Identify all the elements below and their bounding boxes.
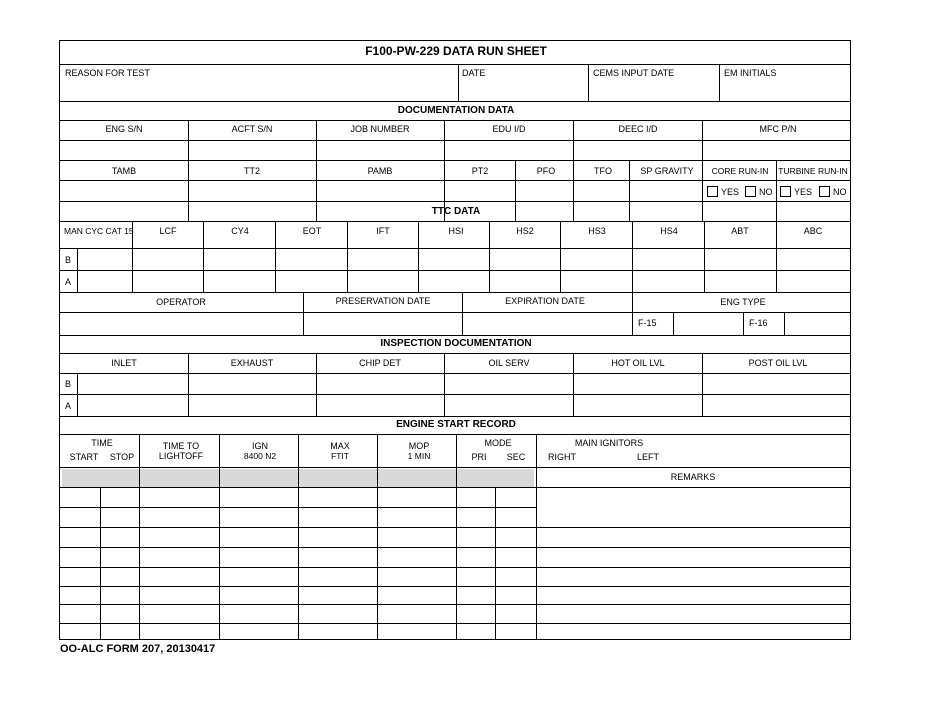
rule-h (60, 201, 850, 202)
inspection-documentation-heading: INSPECTION DOCUMENTATION (380, 338, 532, 349)
ttc-col-hs4: HS4 (660, 226, 678, 236)
rule-v (203, 221, 204, 292)
date-label: DATE (462, 68, 486, 78)
data-run-sheet-form (59, 40, 851, 640)
time-label: TIME (91, 438, 113, 448)
right-label: RIGHT (548, 452, 576, 462)
f-16-label: F-16 (749, 318, 768, 328)
turbine-run-in-no-checkbox[interactable] (819, 186, 830, 197)
rule-v (560, 221, 561, 292)
documentation-data-heading: DOCUMENTATION DATA (397, 105, 515, 116)
rule-v (632, 292, 633, 335)
ttc-col-eot: EOT (302, 226, 322, 236)
rule-v (418, 221, 419, 292)
rule-v (303, 292, 304, 335)
deec-id-label: DEEC I/D (618, 124, 658, 134)
turbine-no-label: NO (833, 187, 847, 197)
em-initials-label: EM INITIALS (724, 68, 777, 78)
rule-h (60, 353, 850, 354)
hot-oil-lvl-label: HOT OIL LVL (611, 358, 665, 368)
rule-v (704, 221, 705, 292)
main-ignitors-label: MAIN IGNITORS (574, 438, 644, 448)
rule-v (632, 221, 633, 292)
left-label: LEFT (636, 452, 660, 462)
rule-v (719, 64, 720, 101)
rule-v (495, 487, 496, 640)
rule-v (702, 353, 703, 416)
rule-h (60, 101, 850, 102)
eng-type-label: ENG TYPE (720, 297, 766, 307)
turbine-run-in-label: TURBINE RUN-IN (778, 166, 848, 176)
post-oil-lvl-label: POST OIL LVL (748, 358, 808, 368)
rule-h (60, 487, 850, 488)
rule-v (316, 353, 317, 416)
rule-v (444, 353, 445, 416)
rule-h (60, 221, 850, 222)
ttc-col-lcf: LCF (159, 226, 177, 236)
time-to-label: TIME TO (162, 441, 200, 451)
exhaust-label: EXHAUST (230, 358, 274, 368)
mop-label: MOP (408, 441, 430, 451)
chip-det-label: CHIP DET (359, 358, 401, 368)
rule-h (60, 623, 850, 624)
tfo-label: TFO (594, 166, 612, 176)
acft-sn-label: ACFT S/N (231, 124, 273, 134)
rule-v (139, 434, 140, 640)
core-run-in-yes-checkbox[interactable] (707, 186, 718, 197)
rule-v (456, 434, 457, 640)
pri-label: PRI (471, 452, 487, 462)
stop-label: STOP (109, 452, 135, 462)
rule-v (743, 312, 744, 335)
core-run-in-label: CORE RUN-IN (711, 166, 769, 176)
ttc-col-hs3: HS3 (588, 226, 606, 236)
rule-v (219, 434, 220, 640)
rule-h (60, 64, 850, 65)
lightoff-label: LIGHTOFF (158, 451, 204, 461)
max-label: MAX (330, 441, 350, 451)
turbine-run-in-yes-checkbox[interactable] (780, 186, 791, 197)
rule-h (60, 335, 850, 336)
ttc-col-abc: ABC (803, 226, 823, 236)
core-run-in-no-checkbox[interactable] (745, 186, 756, 197)
ttc-data-heading: TTC DATA (431, 206, 481, 217)
sp-gravity-label: SP GRAVITY (640, 166, 694, 176)
inspection-row-a-label: A (65, 401, 72, 411)
cems-input-date-label: CEMS INPUT DATE (593, 68, 675, 78)
reason-for-test-label: REASON FOR TEST (65, 68, 150, 78)
edu-id-label: EDU I/D (492, 124, 526, 134)
rule-v (462, 292, 463, 335)
f-15-label: F-15 (638, 318, 657, 328)
preservation-date-label: PRESERVATION DATE (335, 296, 431, 306)
ttc-col-abt: ABT (731, 226, 749, 236)
rule-h (60, 416, 850, 417)
ttc-col-man-cyc-cat-15: MAN CYC CAT 15 (64, 226, 134, 236)
rule-v (100, 487, 101, 640)
rule-h (60, 248, 850, 249)
rule-v (275, 221, 276, 292)
mfc-pn-label: MFC P/N (759, 124, 797, 134)
oil-serv-label: OIL SERV (488, 358, 530, 368)
rule-h (60, 604, 850, 605)
core-yes-label: YES (721, 187, 740, 197)
rule-h (60, 586, 850, 587)
pamb-label: PAMB (367, 166, 393, 176)
rule-v (316, 120, 317, 221)
rule-v (458, 64, 459, 101)
ttc-row-b-label: B (65, 255, 72, 265)
rule-v (515, 160, 516, 221)
ign-label: IGN (251, 441, 269, 451)
rule-v (489, 221, 490, 292)
rule-v (298, 434, 299, 640)
core-no-label: NO (759, 187, 773, 197)
rule-v (588, 64, 589, 101)
rule-h (60, 547, 850, 548)
rule-h (60, 312, 850, 313)
rule-v (629, 160, 630, 221)
rule-h (60, 180, 850, 181)
rule-v (702, 120, 703, 221)
remarks-label: REMARKS (670, 472, 716, 482)
rule-v (377, 434, 378, 640)
rule-h (60, 373, 850, 374)
rule-v (77, 373, 78, 416)
mode-label: MODE (484, 438, 512, 448)
operator-label: OPERATOR (156, 297, 206, 307)
expiration-date-label: EXPIRATION DATE (505, 296, 585, 306)
ttc-row-a-label: A (65, 277, 72, 287)
form-number-footer: OO-ALC FORM 207, 20130417 (60, 643, 216, 655)
rule-v (188, 120, 189, 221)
rule-v (784, 312, 785, 335)
pt2-label: PT2 (471, 166, 489, 176)
rule-v (77, 248, 78, 292)
rule-v (573, 353, 574, 416)
mop-1-min-label: 1 MIN (407, 451, 431, 461)
rule-h (60, 120, 850, 121)
pfo-label: PFO (536, 166, 556, 176)
rule-h (60, 567, 850, 568)
rule-v (776, 160, 777, 221)
engine-start-record-heading: ENGINE START RECORD (396, 419, 516, 430)
ttc-col-cy4: CY4 (231, 226, 249, 236)
start-label: START (69, 452, 99, 462)
rule-h (60, 434, 850, 435)
ttc-col-hsi: HSI (448, 226, 464, 236)
rule-v (776, 221, 777, 292)
rule-v (188, 353, 189, 416)
rule-h (60, 160, 850, 161)
inlet-label: INLET (111, 358, 137, 368)
ftit-label: FTIT (331, 451, 349, 461)
ttc-col-hs2: HS2 (516, 226, 534, 236)
rule-v (573, 120, 574, 221)
ttc-col-ift: IFT (376, 226, 390, 236)
rule-v (673, 312, 674, 335)
tamb-label: TAMB (111, 166, 137, 176)
inspection-row-b-label: B (65, 379, 72, 389)
sec-label: SEC (506, 452, 526, 462)
rule-h (60, 394, 850, 395)
job-number-label: JOB NUMBER (350, 124, 410, 134)
rule-h (60, 292, 850, 293)
rule-h (60, 527, 850, 528)
form-title: F100-PW-229 DATA RUN SHEET (365, 44, 547, 58)
rule-v (347, 221, 348, 292)
ign-8400-n2-label: 8400 N2 (243, 451, 277, 461)
rule-h (60, 467, 850, 468)
rule-h (60, 140, 850, 141)
tt2-label: TT2 (243, 166, 261, 176)
eng-sn-label: ENG S/N (105, 124, 143, 134)
rule-h (60, 270, 850, 271)
turbine-yes-label: YES (794, 187, 813, 197)
rule-v (536, 434, 537, 640)
